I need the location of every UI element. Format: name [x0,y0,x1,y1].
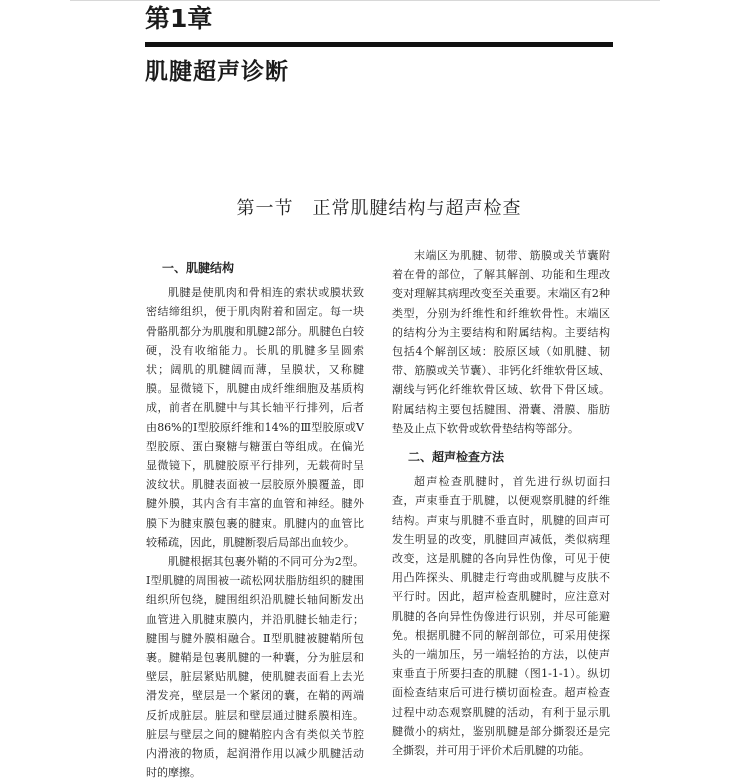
chapter-title: 肌腱超声诊断 [145,59,289,85]
chapter-rule [145,42,613,47]
paragraph: 末端区为肌腱、韧带、筋膜或关节囊附着在骨的部位，了解其解剖、功能和生理改变对理解其病理改变至关重要。末端区有2种类型，分别为纤维性和纤维软骨性。末端区的结构分为主要结构和附属结构。主要结构包括4个解剖区域：胶原区域（如肌腱、韧带、筋膜或关节囊）、非钙化纤维软骨区域、潮线与钙化纤维软骨区域、软骨下骨区域。附属结构主要包括腱围、滑囊、滑膜、脂肪垫及止点下软骨或软骨垫结构等部分。 [392,249,610,435]
subsection-heading-ultrasound-method: 二、超声检查方法 [408,450,505,465]
page-top-line [70,0,660,1]
left-column [146,246,364,782]
section-title: 第一节 正常肌腱结构与超声检查 [236,198,522,219]
paragraph: 超声检查肌腱时，首先进行纵切面扫查，声束垂直于肌腱，以便观察肌腱的纤维结构。声束与肌腱不垂直时，肌腱的回声可发生明显的改变，肌腱回声减低，类似病理改变，这是肌腱的各向异性伪像，可见于使用凸阵探头、肌腱走行弯曲或肌腱与皮肤不平行时。因此，超声检查肌腱时，应注意对肌腱的各向异性伪像进行识别，并尽可能避免。根据肌腱不同的解剖部位，可采用使探头的一端加压，另一端轻抬的方法，以使声束垂直于所要扫查的肌腱（图1-1-1）。纵切面检查结束后可进行横切面检查。超声检查过程中动态观察肌腱的活动，有利于显示肌腱微小的病灶，鉴别肌腱是部分撕裂还是完全撕裂，并可用于评价术后肌腱的功能。 [392,475,610,758]
chapter-number: 第1章 [145,4,213,33]
paragraph: 肌腱根据其包裹外鞘的不同可分为2型。Ⅰ型肌腱的周围被一疏松网状脂肪组织的腱围组织所包绕，腱围组织沿肌腱长轴间断发出血管进入肌腱束膜内，并沿肌腱长轴走行；腱围与腱外膜相融合。Ⅱ型肌腱被腱鞘所包裹。腱鞘是包裹肌腱的一种囊，分为脏层和壁层，脏层紧贴肌腱，使肌腱表面看上去光滑发亮，壁层是一个紧闭的囊，在鞘的两端反折成脏层。脏层和壁层通过腱系膜相连。脏层与壁层之间的腱鞘腔内含有类似关节腔内滑液的物质，起润滑作用以减少肌腱活动时的摩擦。 [146,555,364,780]
subsection-heading-tendon-structure: 一、肌腱结构 [162,261,235,275]
right-column [392,246,610,760]
paragraph: 肌腱是使肌肉和骨相连的索状或膜状致密结缔组织，便于肌肉附着和固定。每一块骨骼肌都分为肌腹和肌腱2部分。肌腱色白较硬，没有收缩能力。长肌的肌腱多呈圆索状；阔肌的肌腱阔而薄，呈膜状，又称腱膜。显微镜下，肌腱由成纤维细胞及基质构成，前者在肌腱中与其长轴平行排列，后者由86%的Ⅰ型胶原纤维和14%的Ⅲ型胶原或Ⅴ型胶原、蛋白聚糖与糖蛋白等组成。在偏光显微镜下，肌腱胶原平行排列，无载荷时呈波纹状。肌腱表面被一层胶原外膜覆盖，即腱外膜，其内含有丰富的血管和神经。腱外膜下为腱束膜包裹的腱束。肌腱内的血管比较稀疏，因此，肌腱断裂后局部出血较少。 [146,286,364,549]
